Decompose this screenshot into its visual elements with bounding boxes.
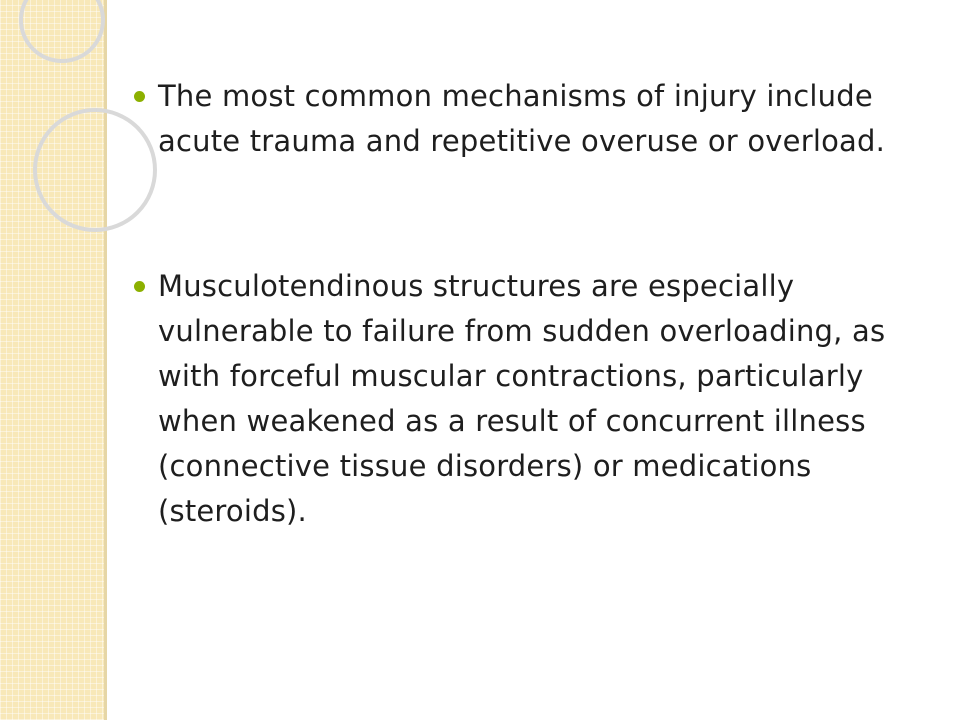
bullet-list [132, 74, 922, 534]
decorative-ring-outer [21, 0, 103, 61]
bullet-text: Musculotendinous structures are especially vulnerable to failure from sudden overloading, as with forceful muscular contractions, particularly when weakened as a result of concurrent illness (connective tissue disorders) or medications (steroids). [158, 269, 886, 528]
bullet-item [132, 264, 922, 534]
decorative-rings [0, 0, 130, 260]
bullet-item [132, 74, 922, 164]
bullet-text: The most common mechanisms of injury include acute trauma and repetitive overuse or overload. [158, 79, 886, 158]
bullet-dot-icon [134, 281, 145, 292]
bullet-dot-icon [134, 91, 145, 102]
